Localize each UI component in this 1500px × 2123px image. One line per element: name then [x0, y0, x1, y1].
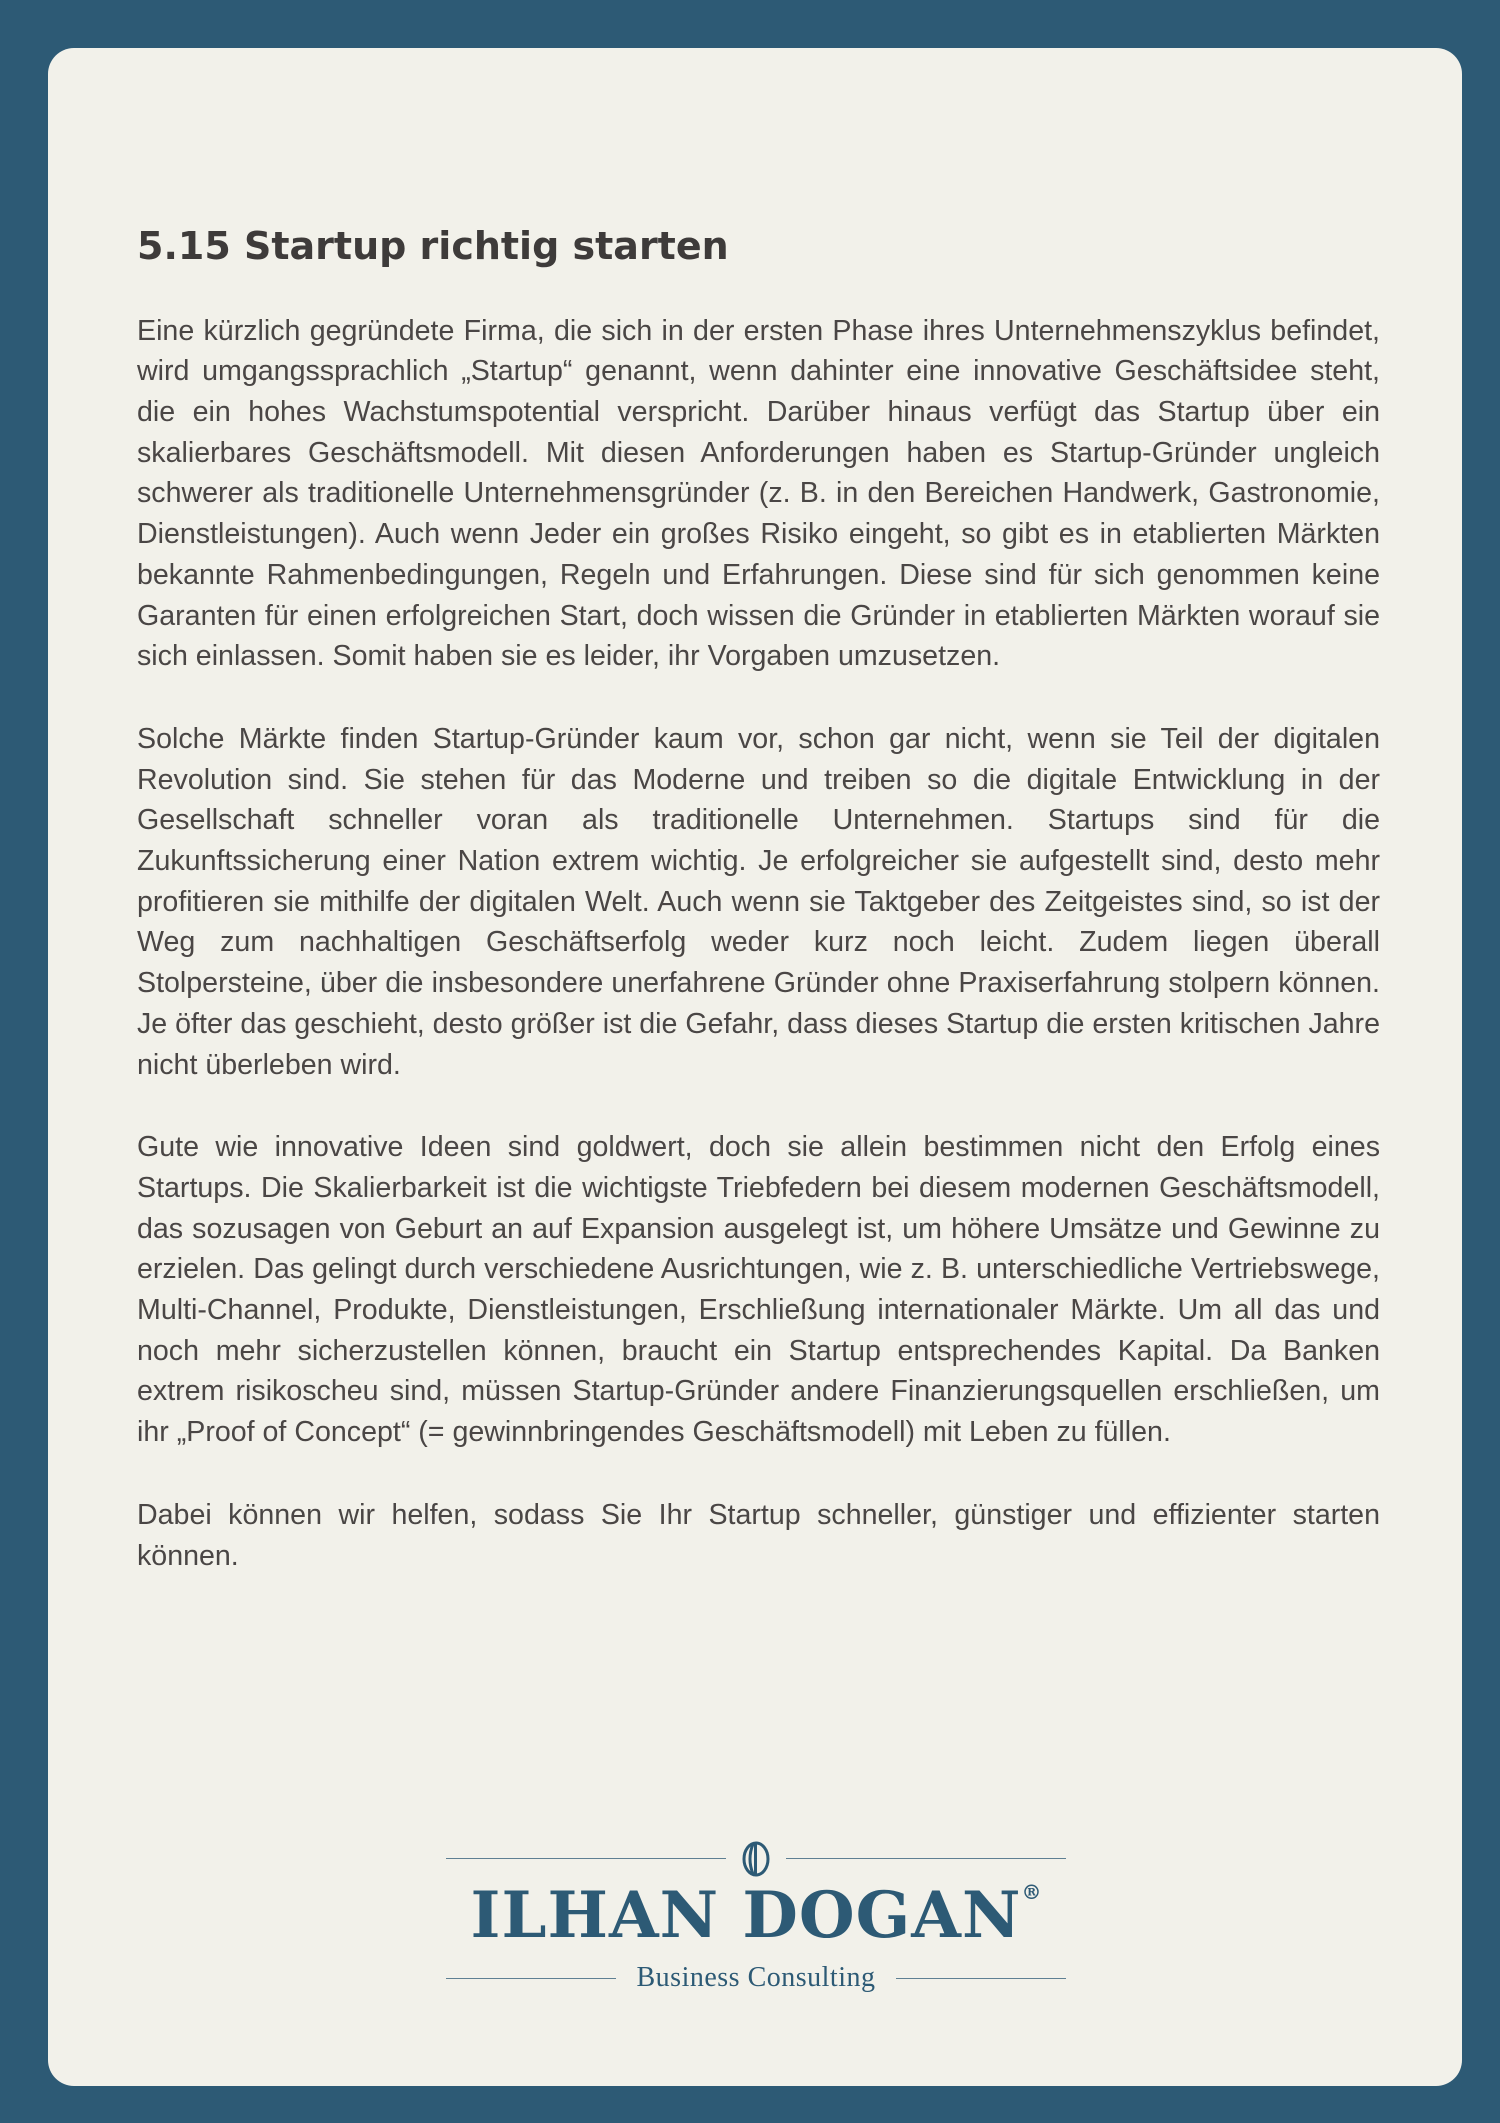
- body-paragraph-3: Gute wie innovative Ideen sind goldwert, doch sie allein bestimmen nicht den Erfolg eines Startups. Die Skalierbarkeit ist die wichtigste Triebfedern bei diesem modernen Geschäftsmodell, das sozusagen von Geburt an auf Expansion ausgelegt ist, um höhere Umsätze und Gewinne zu erzielen. Das gelingt durch verschiedene Ausrichtungen, wie z. B. unterschiedliche Vertriebswege, Multi-Channel, Produkte, Dienstleistungen, Erschließung internationaler Märkte. Um all das und noch mehr sicherzustellen können, braucht ein Startup entsprechendes Kapital. Da Banken extrem risikoscheu sind, müssen Startup-Gründer andere Finanzierungsquellen erschließen, um ihr „Proof of Concept“ (= gewinnbringendes Geschäftsmodell) mit Leben zu füllen.: [137, 1131, 1380, 1449]
- body-paragraph-2: Solche Märkte finden Startup-Gründer kaum vor, schon gar nicht, wenn sie Teil der digitalen Revolution sind. Sie stehen für das Moderne und treiben so die digitale Entwicklung in der Gesellschaft schneller voran als traditionelle Unternehmen. Startups sind für die Zukunftssicherung einer Nation extrem wichtig. Je erfolgreicher sie aufgestellt sind, desto mehr profitieren sie mithilfe der digitalen Welt. Auch wenn sie Taktgeber des Zeitgeistes sind, so ist der Weg zum nachhaltigen Geschäftserfolg weder kurz noch leicht. Zudem liegen überall Stolpersteine, über die insbesondere unerfahrene Gründer ohne Praxiserfahrung stolpern können. Je öfter das geschieht, desto größer ist die Gefahr, dass dieses Startup die ersten kritischen Jahre nicht überleben wird.: [137, 722, 1380, 1081]
- company-logo: [446, 1838, 1066, 1998]
- body-paragraph-4: Dabei können wir helfen, sodass Sie Ihr Startup schneller, günstiger und effizienter starten können.: [137, 1498, 1380, 1572]
- logo-bottom-rule: [446, 1958, 1066, 1998]
- document-page: [48, 48, 1462, 2086]
- logo-divider-left: [446, 1858, 726, 1859]
- body-paragraph-1: Eine kürzlich gegründete Firma, die sich in der ersten Phase ihres Unternehmenszyklus befindet, wird umgangssprachlich „Startup“ genannt, wenn dahinter eine innovative Geschäftsidee steht, die ein hohes Wachstumspotential verspricht. Darüber hinaus verfügt das Startup über ein skalierbares Geschäftsmodell. Mit diesen Anforderungen haben es Startup-Gründer ungleich schwerer als traditionelle Unternehmensgründer (z. B. in den Bereichen Handwerk, Gastronomie, Dienstleistungen). Auch wenn Jeder ein großes Risiko eingeht, so gibt es in etablierten Märkten bekannte Rahmenbedingungen, Regeln und Erfahrungen. Diese sind für sich genommen keine Garanten für einen erfolgreichen Start, doch wissen die Gründer in etablierten Märkten worauf sie sich einlassen. Somit haben sie es leider, ihr Vorgaben umzusetzen.: [137, 314, 1380, 673]
- logo-name-text: ILHAN DOGAN: [470, 1878, 1022, 1953]
- logo-divider-right: [786, 1858, 1066, 1859]
- logo-wordmark: [446, 1878, 1066, 1953]
- document-content: [137, 224, 1380, 1618]
- logo-tagline-divider-right: [896, 1978, 1066, 1979]
- logo-top-rule: [446, 1838, 1066, 1878]
- page-title: 5.15 Startup richtig starten: [137, 224, 729, 268]
- registered-mark: ®: [1021, 1880, 1042, 1904]
- logo-tagline: Business Consulting: [636, 1962, 876, 1993]
- monogram-icon: [738, 1840, 774, 1878]
